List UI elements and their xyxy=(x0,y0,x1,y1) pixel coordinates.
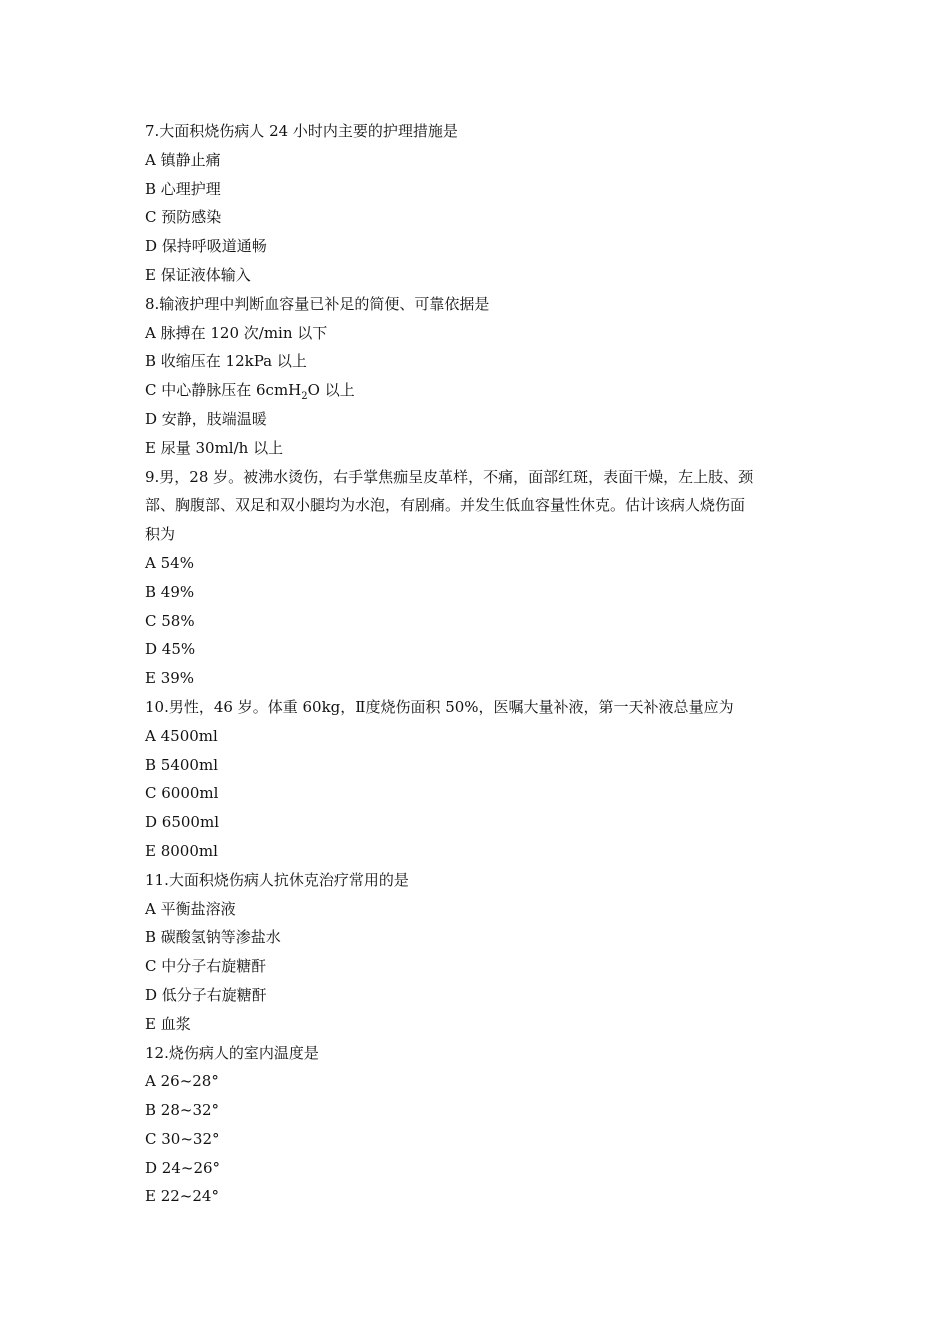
question-12-option-b: B 28~32° xyxy=(145,1101,220,1120)
question-8-option-c xyxy=(145,376,810,405)
question-9-option-e: E 39% xyxy=(145,669,195,688)
question-8-option-c-text: C 中心静脉压在 6cmH xyxy=(145,381,302,400)
question-8-option-c-text-after: O 以上 xyxy=(307,381,355,400)
question-8-option-d: D 安静，肢端温暖 xyxy=(145,409,267,428)
question-10-option-a: A 4500ml xyxy=(145,726,218,745)
question-7-option-c: C 预防感染 xyxy=(145,208,222,227)
question-11-option-c: C 中分子右旋糖酐 xyxy=(145,957,267,976)
question-8-option-e: E 尿量 30ml/h 以上 xyxy=(145,438,284,457)
question-7-option-a: A 镇静止痛 xyxy=(145,150,221,169)
question-11-option-a: A 平衡盐溶液 xyxy=(145,899,236,918)
question-8-option-a: A 脉搏在 120 次/min 以下 xyxy=(145,323,328,342)
question-9-option-b: B 49% xyxy=(145,582,195,601)
question-9-stem-line-2: 部、胸腹部、双足和双小腿均为水泡，有剧痛。并发生低血容量性休克。估计该病人烧伤面 xyxy=(145,496,746,515)
question-9-option-a: A 54% xyxy=(145,553,194,572)
document-page xyxy=(145,117,810,1211)
question-11-option-b: B 碳酸氢钠等渗盐水 xyxy=(145,928,281,947)
question-9-option-c: C 58% xyxy=(145,611,195,630)
question-12-option-d: D 24~26° xyxy=(145,1158,221,1177)
question-7-option-b: B 心理护理 xyxy=(145,179,221,198)
question-10-option-e: E 8000ml xyxy=(145,841,218,860)
question-10-option-b: B 5400ml xyxy=(145,755,218,774)
question-7-option-e: E 保证液体输入 xyxy=(145,265,251,284)
question-7-option-d: D 保持呼吸道通畅 xyxy=(145,237,267,256)
question-9-option-d: D 45% xyxy=(145,640,196,659)
question-10-option-c: C 6000ml xyxy=(145,784,219,803)
question-10-stem: 10.男性，46 岁。体重 60kg，Ⅱ度烧伤面积 50%，医嘱大量补液，第一天补液总量应为 xyxy=(145,697,734,716)
question-12-stem: 12.烧伤病人的室内温度是 xyxy=(145,1043,319,1062)
question-11-option-e: E 血浆 xyxy=(145,1014,191,1033)
question-10-option-d: D 6500ml xyxy=(145,813,219,832)
question-12-option-c: C 30~32° xyxy=(145,1129,220,1148)
question-8-option-b: B 收缩压在 12kPa 以上 xyxy=(145,352,307,371)
question-8-option-c-subscript: 2 xyxy=(301,391,308,403)
question-12-option-e: E 22~24° xyxy=(145,1187,219,1206)
question-7-stem: 7.大面积烧伤病人 24 小时内主要的护理措施是 xyxy=(145,122,458,140)
question-11-stem: 11.大面积烧伤病人抗休克治疗常用的是 xyxy=(145,870,409,889)
question-12-option-a: A 26~28° xyxy=(145,1072,219,1091)
question-9-stem-line-3: 积为 xyxy=(145,525,176,544)
question-9-stem-line-1: 9.男，28 岁。被沸水烫伤，右手掌焦痂呈皮革样，不痛，面部红斑，表面干燥，左上肢、颈 xyxy=(145,467,754,486)
question-11-option-d: D 低分子右旋糖酐 xyxy=(145,985,267,1004)
question-8-stem: 8.输液护理中判断血容量已补足的简便、可靠依据是 xyxy=(145,294,490,313)
